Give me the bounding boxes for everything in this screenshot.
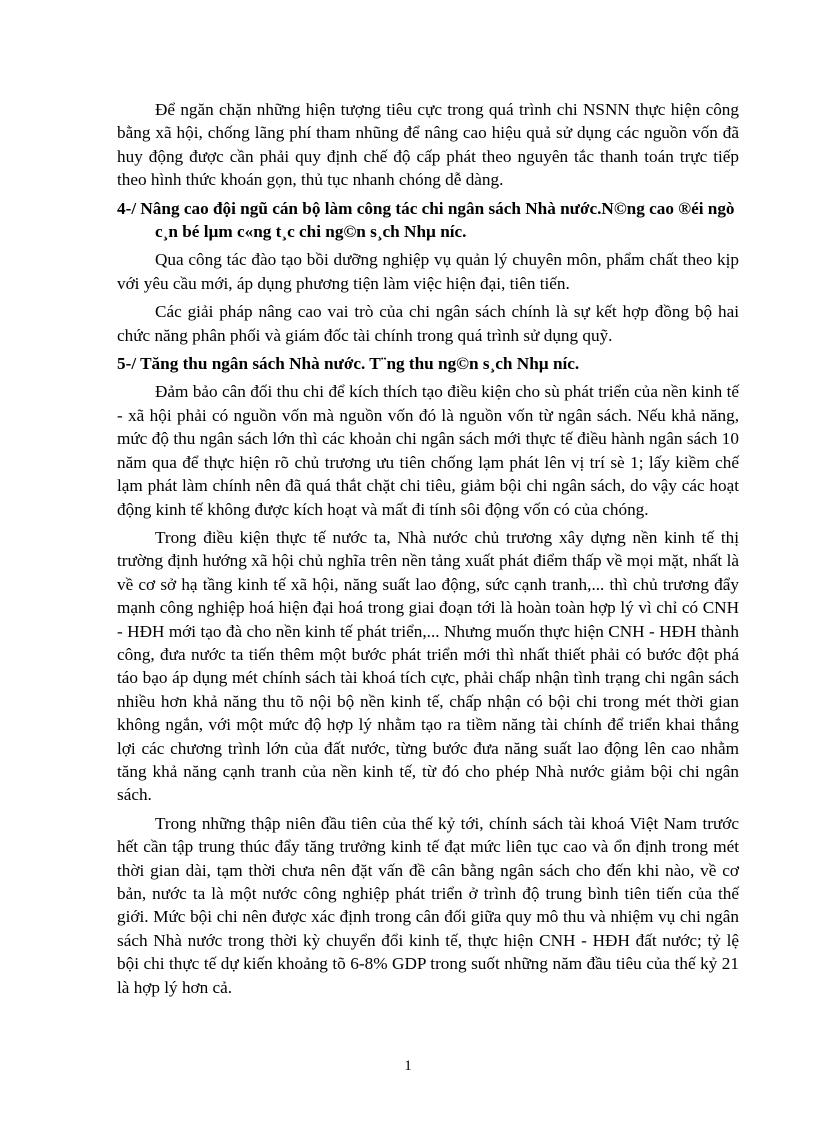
- section-heading-5: 5-/ Tăng thu ngân sách Nhà nước. T¨ng thu ng©n s¸ch Nhµ níc.: [117, 354, 580, 374]
- section-heading-4: 4-/ Nâng cao đội ngũ cán bộ làm công tác chi ngân sách Nhà nước.N©ng cao ®éi ngò c¸n bé lµm c«ng t¸c chi ng©n s¸ch Nhµ níc.: [117, 198, 735, 242]
- paragraph-intro: Để ngăn chặn những hiện tượng tiêu cực trong quá trình chi NSNN thực hiện công bằng xã hội, chống lãng phí tham nhũng để nâng cao hiệu quả sử dụng các nguồn vốn đã huy động được cần phải quy định chế độ cấp phát theo nguyên tắc thanh toán trực tiếp theo hình thức khoán gọn, thủ tục nhanh chóng dễ dàng.: [117, 100, 739, 190]
- paragraph-decades: Trong những thập niên đầu tiên của thế kỷ tới, chính sách tài khoá Việt Nam trước hết cần tập trung thúc đẩy tăng trưởng kinh tế đạt mức liên tục cao và ổn định trong mét thời gian dài, tạm thời chưa nên đặt vấn đề cân bằng ngân sách cho đến khi nào, về cơ bản, nước ta là một nước công nghiệp phát triển ở trình độ trung bình tiên tiến của thế giới. Mức bội chi nên được xác định trong cân đối giữa quy mô thu và nhiệm vụ chi ngân sách Nhà nước trong thời kỳ chuyển đổi kinh tế, thực hiện CNH - HĐH đất nước; tỷ lệ bội chi thực tế dự kiến khoảng tõ 6-8% GDP trong suốt những năm đầu tiêu của thế kỷ 21 là hợp lý hơn cả.: [117, 813, 739, 997]
- document-page: [117, 98, 739, 999]
- paragraph-conditions: Trong điều kiện thực tế nước ta, Nhà nước chủ trương xây dựng nền kinh tế thị trường định hướng xã hội chủ nghĩa trên nền tảng xuất phát điểm thấp về mọi mặt, nhất là về cơ sở hạ tầng kinh tế xã hội, năng suất lao động, sức cạnh tranh,... thì chủ trương đẩy mạnh công nghiệp hoá hiện đại hoá trong giai đoạn tới là hoàn toàn hợp lý vì chỉ có CNH - HĐH mới tạo đà cho nền kinh tế phát triển,... Nhưng muốn thực hiện CNH - HĐH thành công, đưa nước ta tiến thêm một bước phát triển mới thì nhất thiết phải có bước đột phá táo bạo áp dụng mét chính sách tài khoá tích cực, phải chấp nhận tình trạng chi ngân sách nhiều hơn khả năng thu tõ nội bộ nền kinh tế, chấp nhận có bội chi trong mét thời gian không ngắn, với một mức độ hợp lý nhằm tạo ra tiềm năng tài chính để triển khai thắng lợi các chương trình lớn của đất nước, từng bước đưa năng suất lao động lên cao nhằm tăng khả năng cạnh tranh của nền kinh tế, từ đó cho phép Nhà nước giảm bội chi ngân sách.: [117, 527, 739, 805]
- paragraph-solutions: Các giải pháp nâng cao vai trò của chi ngân sách chính là sự kết hợp đồng bộ hai chức năng phân phối và giám đốc tài chính trong quá trình sử dụng quỹ.: [117, 302, 739, 345]
- paragraph-balance: Đảm bảo cân đối thu chi để kích thích tạo điều kiện cho sù phát triển của nền kinh tế - xã hội phải có nguồn vốn mà nguồn vốn đó là nguồn vốn từ ngân sách. Nếu khả năng, mức độ thu ngân sách lớn thì các khoản chi ngân sách mới thực tế điều hành ngân sách 10 năm qua để thực hiện rõ chủ trương ưu tiên chống lạm phát lên vị trí sè 1; lấy kiềm chế lạm phát làm chính nên đã quá thắt chặt chi tiêu, giảm bội chi ngân sách, do vậy các hoạt động kinh tế không được kích hoạt và mất đi tính sôi động vốn có của chóng.: [117, 382, 739, 519]
- page-number: 1: [404, 1058, 412, 1074]
- paragraph-training: Qua công tác đào tạo bồi dưỡng nghiệp vụ quản lý chuyên môn, phẩm chất theo kịp với yêu cầu mới, áp dụng phương tiện làm việc hiện đại, tiên tiến.: [117, 250, 739, 293]
